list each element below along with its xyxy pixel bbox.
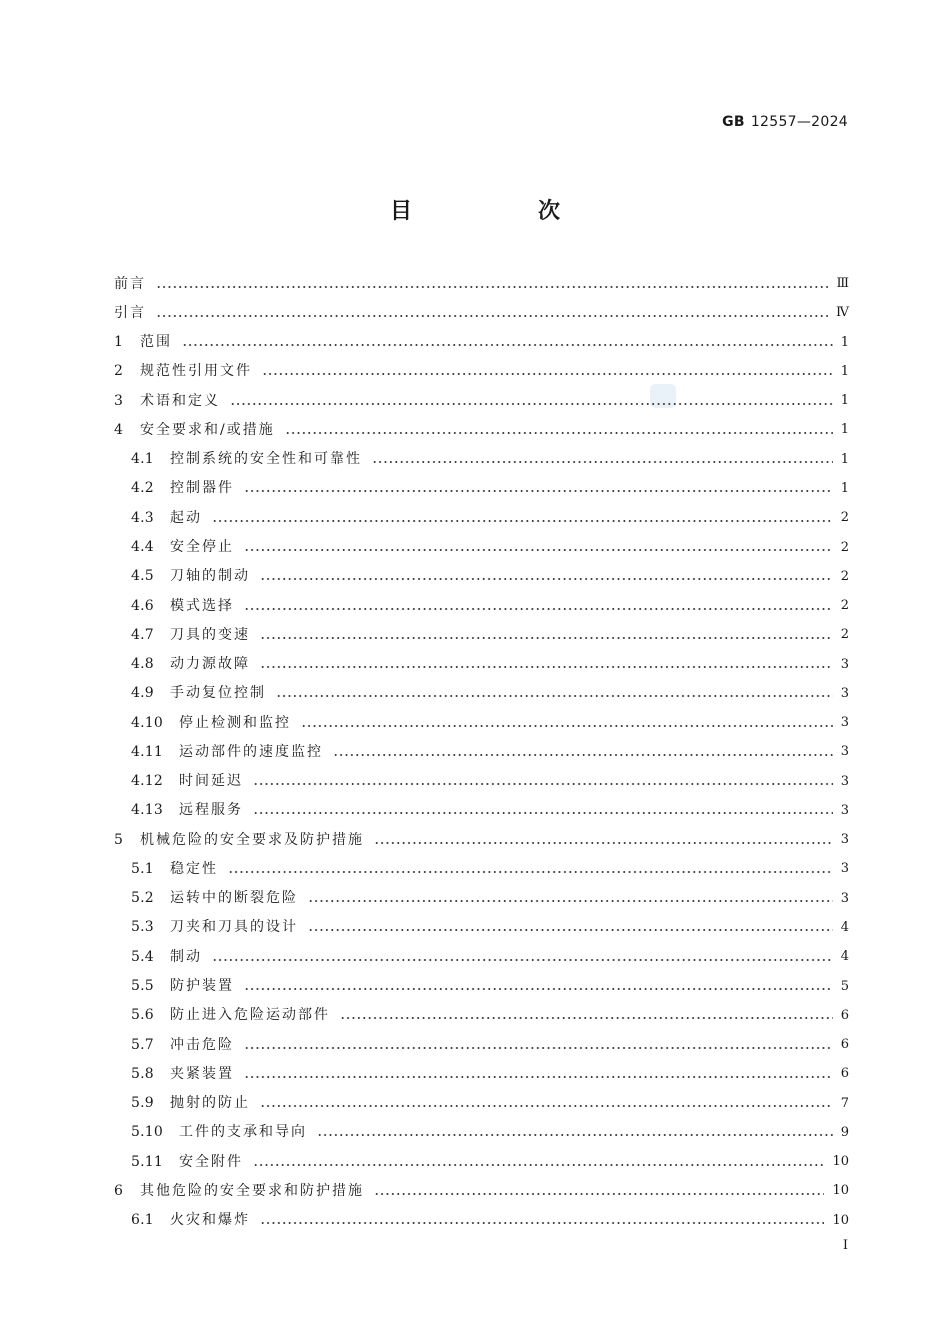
- dot-leader: [308, 900, 833, 902]
- toc-entry-label: 安全要求和/或措施: [140, 421, 275, 438]
- toc-entry-page: 1: [840, 393, 849, 409]
- toc-entry-number: 5.10: [131, 1124, 163, 1141]
- toc-entry[interactable]: [114, 532, 849, 561]
- toc-entry-number: 4.3: [131, 509, 154, 526]
- toc-entry[interactable]: [114, 357, 849, 386]
- toc-entry-label: 起动: [170, 509, 202, 526]
- toc-entry-page: 2: [840, 627, 849, 643]
- toc-entry-label: 工件的支承和导向: [179, 1124, 307, 1141]
- dot-leader: [182, 344, 833, 346]
- toc-entry-label: 规范性引用文件: [140, 363, 252, 380]
- toc-entry-label: 安全停止: [170, 539, 234, 556]
- dot-leader: [260, 578, 833, 580]
- toc-entry[interactable]: [114, 971, 849, 1000]
- toc-entry-page: 1: [840, 363, 849, 379]
- toc-entry-page: 9: [840, 1124, 849, 1140]
- toc-entry[interactable]: [114, 679, 849, 708]
- dot-leader: [212, 520, 833, 522]
- toc-entry-page: 3: [840, 832, 849, 848]
- toc-entry[interactable]: [114, 269, 849, 298]
- toc-entry-page: 1: [840, 480, 849, 496]
- dot-leader: [228, 871, 833, 873]
- toc-entry-number: 4.2: [131, 480, 154, 497]
- toc-entry-page: 2: [840, 598, 849, 614]
- toc-entry-page: 3: [840, 773, 849, 789]
- toc-entry-number: 5: [114, 831, 124, 848]
- toc-entry-label: 停止检测和监控: [179, 714, 291, 731]
- toc-entry-number: 4.8: [131, 656, 154, 673]
- toc-entry[interactable]: [114, 1147, 849, 1176]
- toc-entry[interactable]: [114, 913, 849, 942]
- dot-leader: [285, 432, 833, 434]
- dot-leader: [244, 490, 833, 492]
- dot-leader: [301, 725, 833, 727]
- toc-entry-label: 刀夹和刀具的设计: [170, 919, 298, 936]
- toc-entry[interactable]: [114, 328, 849, 357]
- page-number: I: [842, 1238, 848, 1253]
- dot-leader: [260, 637, 833, 639]
- toc-entry[interactable]: [114, 854, 849, 883]
- dot-leader: [253, 1164, 824, 1166]
- toc-entry-number: 5.6: [131, 1007, 154, 1024]
- dot-leader: [156, 315, 828, 317]
- dot-leader: [374, 842, 833, 844]
- toc-title: 目 次: [389, 199, 612, 224]
- standard-number: 12557—2024: [750, 114, 848, 130]
- dot-leader: [333, 754, 833, 756]
- toc-entry-label: 时间延迟: [179, 773, 243, 790]
- toc-entry-label: 范围: [140, 334, 172, 351]
- toc-entry[interactable]: [114, 884, 849, 913]
- toc-entry-label: 手动复位控制: [170, 685, 266, 702]
- dot-leader: [244, 549, 833, 551]
- toc-entry-number: 4.13: [131, 802, 163, 819]
- dot-leader: [372, 461, 833, 463]
- toc-entry-page: 6: [840, 1007, 849, 1023]
- dot-leader: [260, 1105, 833, 1107]
- toc-entry-number: 5.11: [131, 1153, 163, 1170]
- toc-entry-label: 控制器件: [170, 480, 234, 497]
- dot-leader: [260, 666, 833, 668]
- toc-entry-label: 模式选择: [170, 597, 234, 614]
- toc-entry-page: 2: [840, 510, 849, 526]
- toc-entry-label: 引言: [114, 304, 146, 321]
- toc-entry-number: 5.2: [131, 890, 154, 907]
- toc-entry-number: 5.4: [131, 948, 154, 965]
- toc-entry[interactable]: [114, 1030, 849, 1059]
- toc-entry-number: 4.4: [131, 539, 154, 556]
- dot-leader: [276, 695, 833, 697]
- toc-entry-label: 安全附件: [179, 1153, 243, 1170]
- toc-entry-page: 3: [840, 890, 849, 906]
- toc-entry-page: 3: [840, 802, 849, 818]
- toc-entry-page: 3: [840, 744, 849, 760]
- table-of-contents: [114, 269, 849, 1235]
- toc-entry-number: 5.9: [131, 1095, 154, 1112]
- toc-entry-page: 3: [840, 685, 849, 701]
- toc-entry[interactable]: [114, 649, 849, 678]
- toc-entry-number: 5.1: [131, 860, 154, 877]
- dot-leader: [317, 1134, 833, 1136]
- toc-entry-number: 4.12: [131, 773, 163, 790]
- toc-entry-page: 2: [840, 539, 849, 555]
- dot-leader: [156, 286, 828, 288]
- toc-entry-page: Ⅲ: [836, 276, 849, 292]
- toc-entry-page: Ⅳ: [836, 305, 849, 321]
- toc-entry-label: 控制系统的安全性和可靠性: [170, 451, 362, 468]
- dot-leader: [244, 1047, 833, 1049]
- toc-entry[interactable]: [114, 386, 849, 415]
- toc-entry-number: 3: [114, 392, 124, 409]
- toc-entry[interactable]: [114, 562, 849, 591]
- toc-entry-label: 稳定性: [170, 860, 218, 877]
- toc-entry-label: 机械危险的安全要求及防护措施: [140, 831, 364, 848]
- dot-leader: [230, 403, 833, 405]
- toc-entry-label: 抛射的防止: [170, 1095, 250, 1112]
- toc-entry-label: 刀具的变速: [170, 626, 250, 643]
- dot-leader: [340, 1017, 833, 1019]
- toc-entry[interactable]: [114, 1176, 849, 1205]
- toc-entry[interactable]: [114, 298, 849, 327]
- toc-entry-label: 前言: [114, 275, 146, 292]
- toc-entry-number: 5.7: [131, 1036, 154, 1053]
- toc-entry[interactable]: [114, 415, 849, 444]
- toc-entry-number: 6.1: [131, 1212, 154, 1229]
- toc-entry-label: 动力源故障: [170, 656, 250, 673]
- toc-entry-page: 3: [840, 715, 849, 731]
- toc-entry[interactable]: [114, 796, 849, 825]
- toc-entry-page: 1: [840, 422, 849, 438]
- toc-entry-page: 4: [840, 949, 849, 965]
- toc-entry-page: 6: [840, 1037, 849, 1053]
- toc-entry[interactable]: [114, 1059, 849, 1088]
- toc-entry-page: 1: [840, 334, 849, 350]
- toc-entry[interactable]: [114, 942, 849, 971]
- toc-entry-number: 6: [114, 1182, 124, 1199]
- toc-entry-label: 防止进入危险运动部件: [170, 1007, 330, 1024]
- toc-entry-number: 2: [114, 363, 124, 380]
- dot-leader: [244, 988, 833, 990]
- dot-leader: [262, 373, 833, 375]
- toc-entry-label: 防护装置: [170, 978, 234, 994]
- toc-entry-number: 4.5: [131, 568, 154, 585]
- dot-leader: [260, 1222, 824, 1224]
- toc-entry-page: 4: [840, 919, 849, 935]
- toc-entry-label: 刀轴的制动: [170, 568, 250, 585]
- dot-leader: [253, 812, 833, 814]
- toc-entry-number: 4.6: [131, 597, 154, 614]
- toc-entry[interactable]: [114, 620, 849, 649]
- toc-entry[interactable]: [114, 708, 849, 737]
- toc-entry-page: 6: [840, 1066, 849, 1082]
- toc-entry-page: 5: [840, 978, 849, 994]
- toc-entry-page: 10: [832, 1212, 849, 1228]
- toc-entry-page: 7: [840, 1095, 849, 1111]
- toc-entry-number: 4: [114, 421, 124, 438]
- toc-entry-page: 1: [840, 451, 849, 467]
- toc-entry[interactable]: [114, 1206, 849, 1235]
- toc-entry-number: 4.7: [131, 626, 154, 643]
- toc-entry-page: 2: [840, 568, 849, 584]
- toc-entry-number: 4.1: [131, 451, 154, 468]
- toc-entry-label: 制动: [170, 948, 202, 965]
- toc-entry[interactable]: [114, 1001, 849, 1030]
- toc-entry-label: 远程服务: [179, 802, 243, 819]
- toc-entry-page: 3: [840, 656, 849, 672]
- toc-entry-number: 4.9: [131, 685, 154, 702]
- dot-leader: [244, 608, 833, 610]
- standard-code: [722, 114, 848, 130]
- toc-entry-page: 10: [832, 1183, 849, 1199]
- toc-entry[interactable]: [114, 1118, 849, 1147]
- toc-entry-number: 1: [114, 334, 124, 351]
- dot-leader: [308, 929, 833, 931]
- toc-entry-number: 4.11: [131, 743, 163, 760]
- toc-entry-label: 术语和定义: [140, 392, 220, 409]
- toc-entry-label: 夹紧装置: [170, 1065, 234, 1082]
- toc-entry-number: 5.8: [131, 1065, 154, 1082]
- toc-entry[interactable]: [114, 737, 849, 766]
- toc-entry[interactable]: [114, 1088, 849, 1117]
- toc-entry-label: 运动部件的速度监控: [179, 743, 323, 760]
- toc-entry[interactable]: [114, 445, 849, 474]
- toc-entry[interactable]: [114, 591, 849, 620]
- toc-entry[interactable]: [114, 503, 849, 532]
- toc-entry-label: 其他危险的安全要求和防护措施: [140, 1182, 364, 1199]
- dot-leader: [253, 783, 833, 785]
- dot-leader: [244, 1076, 833, 1078]
- standard-prefix: GB: [722, 114, 745, 130]
- toc-entry[interactable]: [114, 767, 849, 796]
- toc-entry-number: 5.5: [131, 978, 154, 994]
- toc-entry-number: 4.10: [131, 714, 163, 731]
- toc-entry-label: 冲击危险: [170, 1036, 234, 1053]
- dot-leader: [212, 959, 833, 961]
- toc-entry-label: 运转中的断裂危险: [170, 890, 298, 907]
- toc-entry-page: 3: [840, 861, 849, 877]
- toc-entry-number: 5.3: [131, 919, 154, 936]
- toc-entry-label: 火灾和爆炸: [170, 1212, 250, 1229]
- dot-leader: [374, 1193, 824, 1195]
- toc-entry-page: 10: [832, 1154, 849, 1170]
- toc-entry[interactable]: [114, 474, 849, 503]
- toc-entry[interactable]: [114, 825, 849, 854]
